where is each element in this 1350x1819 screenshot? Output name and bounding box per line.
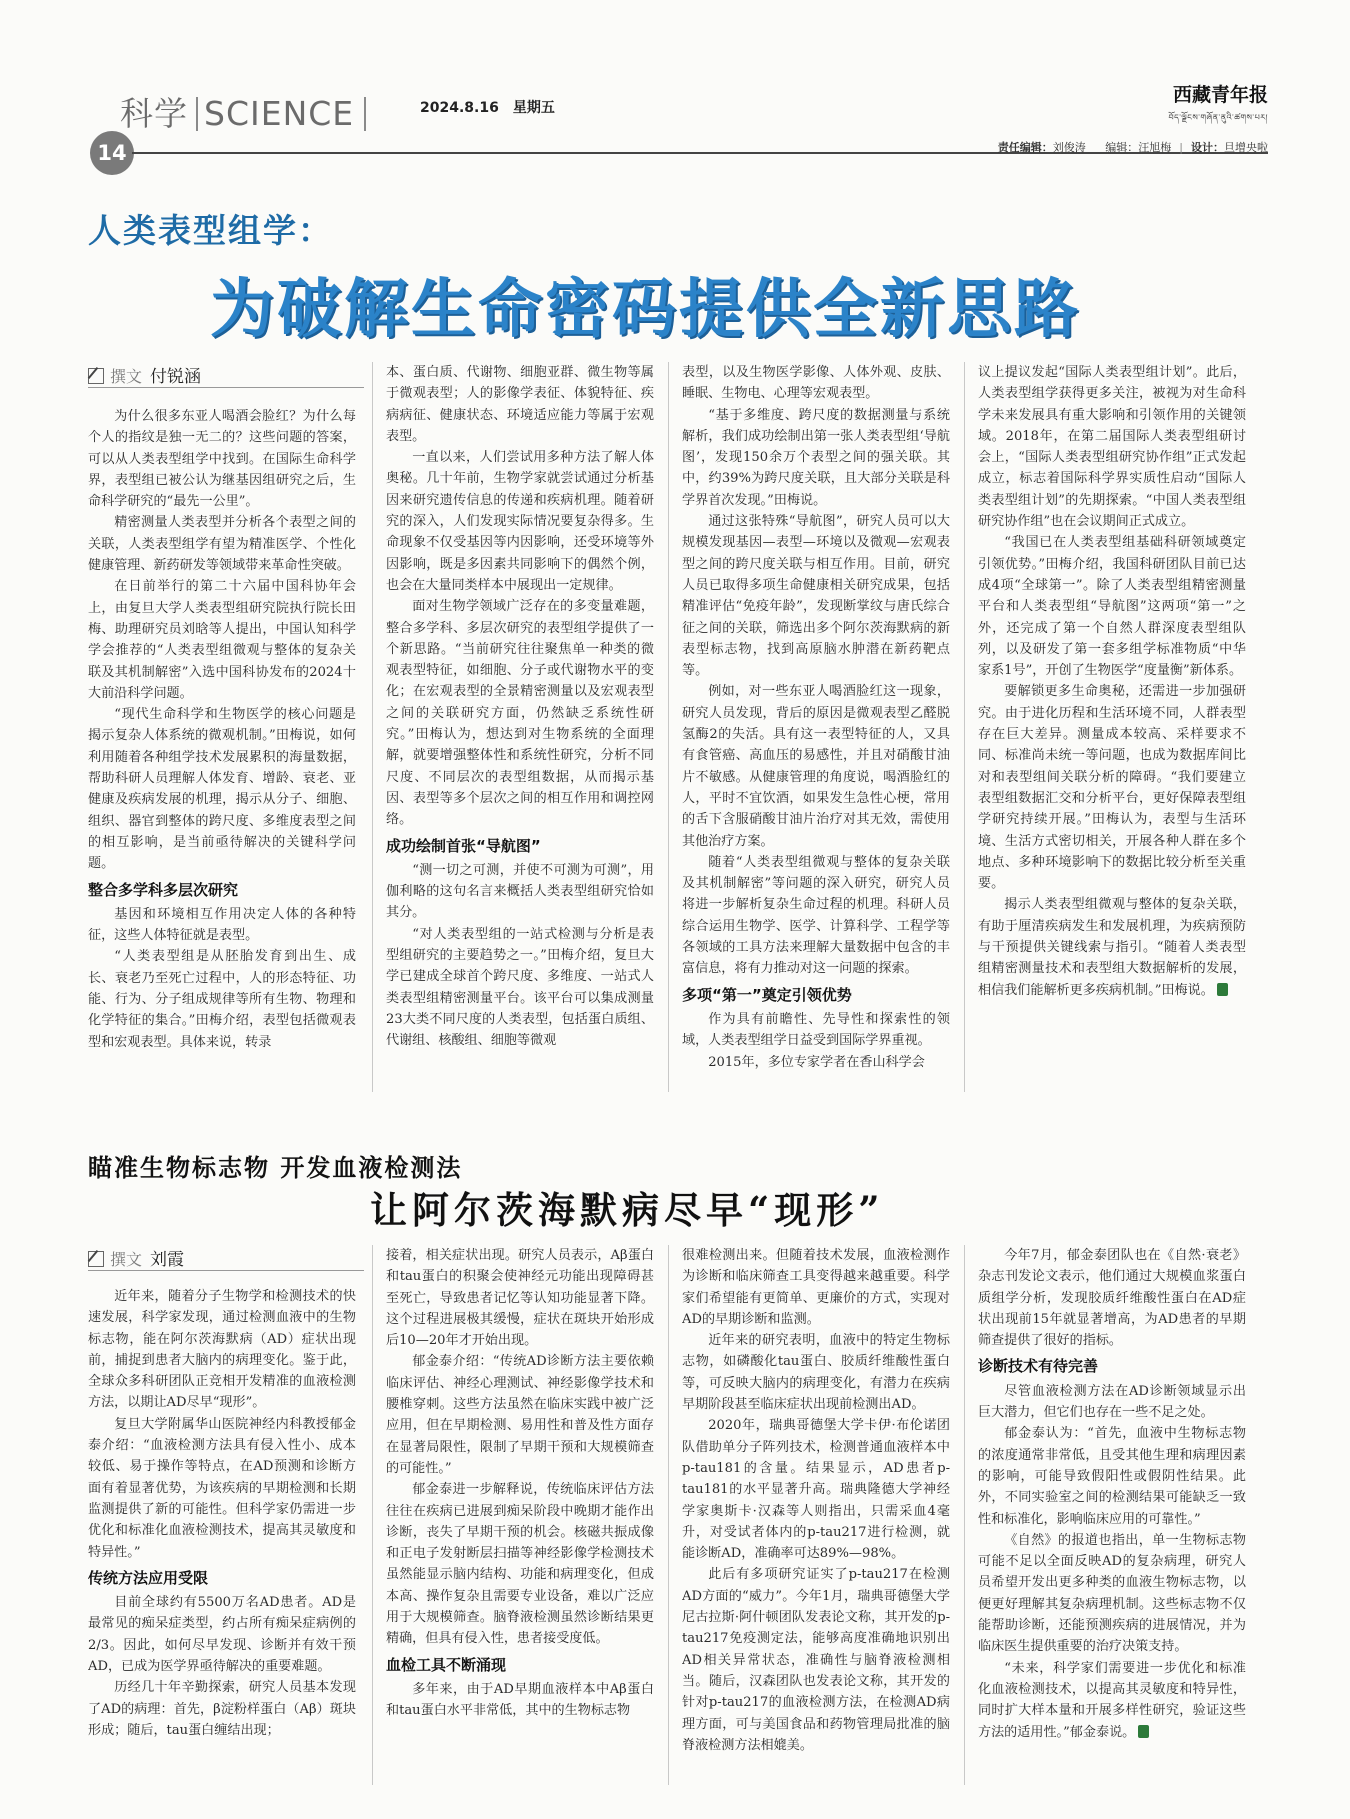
staff-credits: 责任编辑：刘俊涛 编辑：汪旭梅 | 设计：旦增央啦 xyxy=(997,141,1268,154)
editor-label: 责任编辑： xyxy=(997,141,1053,154)
column-rule xyxy=(964,362,965,1092)
paragraph-text: “未来，科学家们需要进一步优化和标准化血液检测技术，以提高其灵敏度和特异性，同时扩大样本量和开展多样性研究，验证这些方法的适用性。”郁金泰说。 xyxy=(978,1660,1246,1740)
paragraph: 《自然》的报道也指出，单一生物标志物可能不足以全面反映AD的复杂病理，研究人员希望开发出更多种类的血液生物标志物，以便更好理解其复杂病理机制。这些标志物不仅能帮助诊断，还能预测疾病的进展情况，并为临床医生提供重要的治疗决策支持。 xyxy=(978,1532,1246,1655)
article1-kicker: 人类表型组学： xyxy=(88,211,333,250)
paragraph: 揭示人类表型组微观与整体的复杂关联，有助于厘清疾病发生和发展机理，为疾病预防与干预提供关键线索与指引。“随着人类表型组精密测量技术和表型组大数据解析的发展，相信我们能解析更多疾病机制。”田梅说。 xyxy=(978,897,1246,998)
paragraph: 2020年，瑞典哥德堡大学卡伊·布伦诺团队借助单分子阵列技术，检测普通血液样本中p-tau181的含量。结果显示，AD患者p-tau181的水平显著升高。瑞典隆德大学神经学家奥斯卡·汉森等人则指出，只需采血4毫升，对受试者体内的p-tau217进行检测，就能诊断AD，准确率可达89%—98%。 xyxy=(682,1418,950,1562)
paragraph: 此后有多项研究证实了p-tau217在检测AD方面的“威力”。今年1月，瑞典哥德堡大学尼古拉斯·阿什顿团队发表论文称，其开发的p-tau217免疫测定法，能够高度准确地识别出AD相关异常状态，准确性与脑脊液检测相当。随后，汉森团队也发表论文称，其开发的针对p-tau217的血液检测方法，在检测AD病理方面，可与美国食品和药物管理局批准的脑脊液检测方法相媲美。 xyxy=(682,1567,950,1753)
end-mark-icon xyxy=(1138,1725,1149,1738)
design-label: 设计： xyxy=(1191,141,1224,154)
paragraph: 历经几十年辛勤探索，研究人员基本发现了AD的病理：首先，β淀粉样蛋白（Aβ）斑块形成；随后，tau蛋白缠结出现； xyxy=(88,1680,356,1738)
column-rule xyxy=(668,1245,669,1785)
subheading: 整合多学科多层次研究 xyxy=(88,880,239,899)
article1-column-3 xyxy=(682,362,950,1096)
paragraph: 基因和环境相互作用决定人体的各种特征，这些人体特征就是表型。 xyxy=(88,906,356,944)
paragraph: “测一切之可测，并使不可测为可测”，用伽利略的这句名言来概括人类表型组研究恰如其分。 xyxy=(386,862,654,921)
end-mark-icon xyxy=(1217,983,1228,996)
byline-label: 撰文 xyxy=(110,367,143,386)
editing-label: 编辑： xyxy=(1105,141,1139,154)
paragraph: 为什么很多东亚人喝酒会脸红？为什么每个人的指纹是独一无二的？这些问题的答案，可以从人类表型组学中找到。在国际生命科学界，表型组已被公认为继基因组研究之后，生命科学研究的“最先一公里”。 xyxy=(88,409,356,510)
author-name: 刘霞 xyxy=(150,1250,185,1270)
paragraph: “现代生命科学和生物医学的核心问题是揭示复杂人体系统的微观机制。”田梅说，如何利用随着各种组学技术发展累积的海量数据，帮助科研人员理解人体发育、增龄、衰老、亚健康及疾病发展的机理，揭示从分子、细胞、组织、器官到整体的跨尺度、多维度表型之间的相互影响，是当前亟待解决的关键科学问题。 xyxy=(88,707,356,872)
paragraph: “基于多维度、跨尺度的数据测量与系统解析，我们成功绘制出第一张人类表型组‘导航图’，发现150余万个表型之间的强关联。其中，约39%为跨尺度关联，且大部分关联是科学界首次发现。”田梅说。 xyxy=(682,407,950,508)
divider xyxy=(364,97,366,131)
subheading: 血检工具不断涌现 xyxy=(386,1655,507,1674)
author-name: 付锐涵 xyxy=(150,367,202,387)
column-rule xyxy=(372,1245,373,1785)
subheading: 诊断技术有待完善 xyxy=(978,1357,1099,1376)
paragraph: 作为具有前瞻性、先导性和探索性的领域，人类表型组学日益受到国际学界重视。 xyxy=(682,1011,950,1049)
editor-name: 刘俊涛 xyxy=(1052,141,1086,154)
paragraph: “人类表型组是从胚胎发育到出生、成长、衰老乃至死亡过程中，人的形态特征、功能、行为、分子组成规律等所有生物、物理和化学特征的集合。”田梅介绍，表型包括微观表型和宏观表型。具体来说，转录 xyxy=(88,949,356,1050)
column-rule xyxy=(372,362,373,1092)
paragraph: 面对生物学领域广泛存在的多变量难题，整合多学科、多层次研究的表型组学提供了一个新思路。“当前研究往往聚焦单一种类的微观表型特征，如细胞、分子或代谢物水平的变化；在宏观表型的全景精密测量以及宏观表型之间的关联研究方面，仍然缺乏系统性研究。”田梅认为，想达到对生物系统的全面理解，就要增强整体性和系统性研究，分析不同尺度、不同层次的表型组数据，从而揭示基因、表型等多个层次之间的相互作用和调控网络。 xyxy=(386,599,654,828)
article2-headline: 让阿尔茨海默病尽早“现形” xyxy=(370,1188,885,1232)
paragraph: “对人类表型组的一站式检测与分析是表型组研究的主要趋势之一。”田梅介绍，复旦大学已建成全球首个跨尺度、多维度、一站式人类表型组精密测量平台。该平台可以集成测量23大类不同尺度的人类表型，包括蛋白质组、代谢组、核酸组、细胞等微观 xyxy=(386,926,654,1049)
paragraph-final xyxy=(978,1658,1246,1743)
article1-column-2 xyxy=(386,362,654,1096)
paragraph: 郁金泰介绍：“传统AD诊断方法主要依赖临床评估、神经心理测试、神经影像学技术和腰椎穿刺。这些方法虽然在临床实践中被广泛应用，但在早期检测、易用性和普及性方面存在显著局限性，限制了早期干预和大规模筛查的可能性。” xyxy=(386,1354,654,1476)
paragraph: 今年7月，郁金泰团队也在《自然·衰老》杂志刊发论文表示，他们通过大规模血浆蛋白质组学分析，发现胶质纤维酸性蛋白在AD症状出现前15年就显著增高，为AD患者的早期筛查提供了很好的指标。 xyxy=(978,1248,1246,1349)
article2-kicker: 瞄准生物标志物 开发血液检测法 xyxy=(88,1153,463,1182)
design-name: 旦增央啦 xyxy=(1224,141,1268,154)
paragraph: “我国已在人类表型组基础科研领域奠定引领优势。”田梅介绍，我国科研团队目前已达成4项“全球第一”。除了人类表型组精密测量平台和人类表型组“导航图”这两项“第一”之外，还完成了第一个自然人群深度表型组队列，以及研发了第一套多组学标准物质“中华家系1号”，开创了生物医学“度量衡”新体系。 xyxy=(978,535,1246,679)
newspaper-tibetan-name: བོད་ལྗོངས་གཞོན་ནུའི་ཚགས་པར། xyxy=(1168,113,1268,122)
article2-byline xyxy=(88,1245,184,1270)
divider xyxy=(196,97,198,131)
byline-label: 撰文 xyxy=(110,1250,143,1269)
newspaper-name: 西藏青年报 xyxy=(1172,84,1268,106)
section-title xyxy=(120,88,372,135)
paragraph: 近年来，随着分子生物学和检测技术的快速发展，科学家发现，通过检测血液中的生物标志物，能在阿尔茨海默病（AD）症状出现前，捕捉到患者大脑内的病理变化。鉴于此，全球众多科研团队正竞相开发精准的血液检测方法，以期让AD尽早“现形”。 xyxy=(88,1289,356,1411)
paragraph: 郁金泰认为：“首先，血液中生物标志物的浓度通常非常低，且受其他生理和病理因素的影响，可能导致假阳性或假阴性结果。此外，不同实验室之间的检测结果可能缺乏一致性和标准化，影响临床应用的可靠性。” xyxy=(978,1426,1246,1527)
paragraph: 要解锁更多生命奥秘，还需进一步加强研究。由于进化历程和生活环境不同，人群表型存在巨大差异。测量成本较高、采样要求不同、标准尚未统一等问题，也成为数据库间比对和表型组间关联分析的障碍。“我们要建立表型组数据汇交和分析平台，更好保障表型组学研究持续开展。”田梅认为，表型与生活环境、生活方式密切相关，开展各种人群在多个地点、多种环境影响下的数据比较分析至关重要。 xyxy=(978,684,1246,892)
column-rule xyxy=(668,362,669,1092)
publication-date xyxy=(420,97,555,117)
paragraph: 精密测量人类表型并分析各个表型之间的关联，人类表型组学有望为精准医学、个性化健康管理、新药研发等领域带来革命性突破。 xyxy=(88,515,356,574)
newspaper-logo xyxy=(1108,80,1268,131)
section-title-cn: 科学 xyxy=(120,94,188,133)
paragraph: 接着，相关症状出现。研究人员表示，Aβ蛋白和tau蛋白的积聚会使神经元功能出现障碍甚至死亡，导致患者记忆等认知功能显著下降。这个过程进展极其缓慢，症状在斑块开始形成后10—20年才开始出现。 xyxy=(386,1248,654,1349)
section-title-en: SCIENCE xyxy=(204,94,355,133)
byline-rule xyxy=(88,1270,364,1271)
paragraph: 通过这张特殊“导航图”，研究人员可以大规模发现基因—表型—环境以及微观—宏观表型之间的跨尺度关联与相互作用。目前，研究人员已取得多项生命健康相关研究成果，包括精准评估“免疫年龄”，发现断掌纹与唐氏综合征之间的关联，筛选出多个阿尔茨海默病的新表型标志物，找到高原脑水肿潜在新药靶点等。 xyxy=(682,514,950,679)
article2-column-4 xyxy=(978,1245,1246,1787)
article2-column-1 xyxy=(88,1286,356,1786)
paragraph: 在日前举行的第二十六届中国科协年会上，由复旦大学人类表型组研究院执行院长田梅、助理研究员刘晗等人提出，中国认知科学学会推荐的“人类表型组微观与整体的复杂关联及其机制解密”入选中国科协发布的2024十大前沿科学问题。 xyxy=(88,579,356,701)
paragraph: 郁金泰进一步解释说，传统临床评估方法往往在疾病已进展到痴呆阶段中晚期才能作出诊断，丧失了早期干预的机会。核磁共振成像和正电子发射断层扫描等神经影像学检测技术虽然能显示脑内结构、功能和病理变化，但成本高、操作复杂且需要专业设备，难以广泛应用于大规模筛查。脑脊液检测虽然诊断结果更精确，但具有侵入性，患者接受度低。 xyxy=(386,1482,654,1647)
paragraph: 随着“人类表型组微观与整体的复杂关联及其机制解密”等问题的深入研究，研究人员将进一步解析复杂生命过程的机理。科研人员综合运用生物学、医学、计算科学、工程学等各领域的工具方法来理解大量数据中包含的丰富信息，将有力推动对这一问题的探索。 xyxy=(682,854,950,977)
paragraph: 复旦大学附属华山医院神经内科教授郁金泰介绍：“血液检测方法具有侵入性小、成本较低、易于操作等特点，在AD预测和诊断方面有着显著优势，为该疾病的早期检测和长期监测提供了新的可能性。但科学家仍需进一步优化和标准化血液检测技术，提高其灵敏度和特异性。” xyxy=(88,1416,356,1560)
paragraph: 例如，对一些东亚人喝酒脸红这一现象，研究人员发现，背后的原因是微观表型乙醛脱氢酶2的失活。具有这一表型特征的人，又具有食管癌、高血压的易感性，并且对硝酸甘油片不敏感。从健康管理的角度说，喝酒脸红的人，平时不宜饮酒，如果发生急性心梗，常用的舌下含服硝酸甘油片治疗对其无效，需使用其他治疗方案。 xyxy=(682,684,950,849)
byline-rule xyxy=(88,387,364,388)
column-rule xyxy=(964,1245,965,1785)
paragraph: 2015年，多位专家学者在香山科学会 xyxy=(708,1054,925,1070)
article1-column-4 xyxy=(978,362,1246,1096)
subheading: 多项“第一”奠定引领优势 xyxy=(682,985,852,1004)
article1-byline xyxy=(88,362,201,387)
subheading: 成功绘制首张“导航图” xyxy=(386,836,541,855)
paragraph: 尽管血液检测方法在AD诊断领域显示出巨大潜力，但它们也存在一些不足之处。 xyxy=(978,1383,1246,1421)
paragraph: 多年来，由于AD早期血液样本中Aβ蛋白和tau蛋白水平非常低，其中的生物标志物 xyxy=(386,1681,654,1719)
subheading: 传统方法应用受限 xyxy=(88,1568,209,1587)
article2-column-3 xyxy=(682,1245,950,1787)
pen-icon xyxy=(88,368,104,384)
weekday: 星期五 xyxy=(512,100,555,116)
paragraph: 近年来的研究表明，血液中的特定生物标志物，如磷酸化tau蛋白、胶质纤维酸性蛋白等，可反映大脑内的病理变化，有潜力在疾病早期阶段甚至临床症状出现前检测出AD。 xyxy=(682,1333,950,1413)
pen-icon xyxy=(88,1251,104,1267)
paragraph: 一直以来，人们尝试用多种方法了解人体奥秘。几十年前，生物学家就尝试通过分析基因来研究遗传信息的传递和疾病机理。随着研究的深入，人们发现实际情况要复杂得多。生命现象不仅受基因等内因影响，还受环境等外因影响，既是多因素共同影响下的偶然个例，也会在大量同类样本中展现出一定规律。 xyxy=(386,450,654,593)
paragraph: 议上提议发起“国际人类表型组计划”。此后，人类表型组学获得更多关注，被视为对生命科学未来发展具有重大影响和引领作用的关键领域。2018年，在第二届国际人类表型组研讨会上，“国际人类表型组研究协作组”正式发起成立，标志着国际科学界实质性启动“国际人类表型组计划”的先期探索。“中国人类表型组研究协作组”也在会议期间正式成立。 xyxy=(978,365,1246,530)
article2-column-2 xyxy=(386,1245,654,1787)
paragraph: 很难检测出来。但随着技术发展，血液检测作为诊断和临床筛查工具变得越来越重要。科学家们希望能有更简单、更廉价的方式，实现对AD的早期诊断和监测。 xyxy=(682,1248,950,1327)
paragraph: 目前全球约有5500万名AD患者。AD是最常见的痴呆症类型，约占所有痴呆症病例的2/3。因此，如何尽早发现、诊断并有效干预AD，已成为医学界亟待解决的重要难题。 xyxy=(88,1595,356,1675)
article1-column-1 xyxy=(88,406,356,1096)
date: 2024.8.16 xyxy=(420,100,499,116)
paragraph: 本、蛋白质、代谢物、细胞亚群、微生物等属于微观表型；人的影像学表征、体貌特征、疾病病征、健康状态、环境适应能力等属于宏观表型。 xyxy=(386,365,654,444)
page-number: 14 xyxy=(90,131,134,175)
editing-name: 汪旭梅 xyxy=(1138,141,1172,154)
paragraph: 表型，以及生物医学影像、人体外观、皮肤、睡眠、生物电、心理等宏观表型。 xyxy=(682,365,950,402)
article1-headline: 为破解生命密码提供全新思路 xyxy=(210,273,1081,347)
